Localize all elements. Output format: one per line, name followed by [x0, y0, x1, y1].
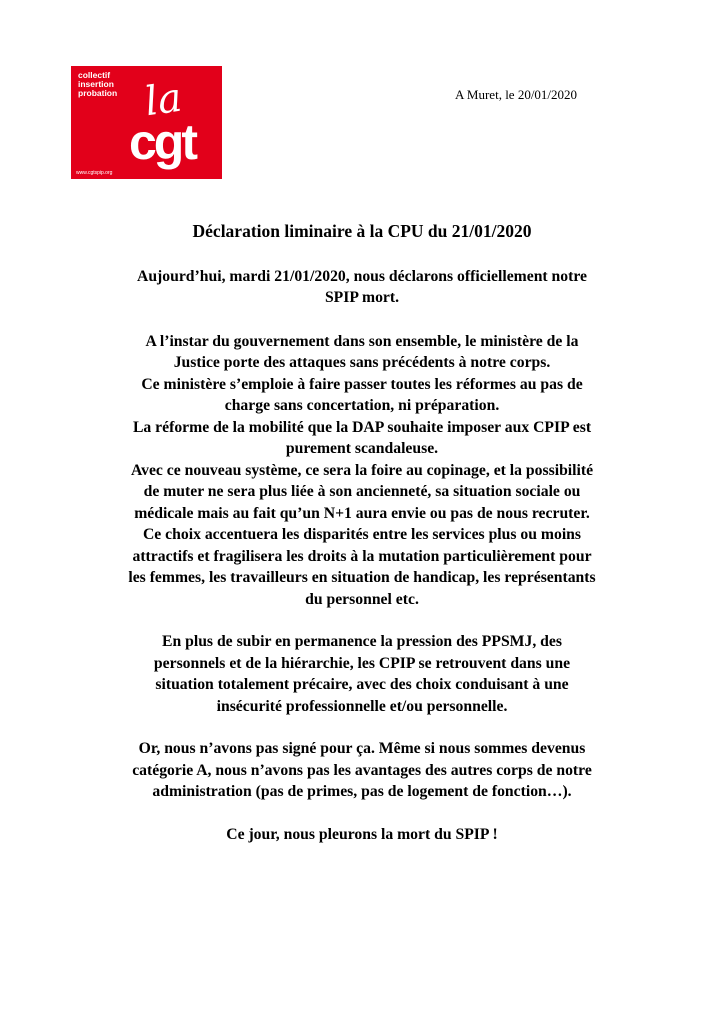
text-line: charge sans concertation, ni préparation. — [224, 397, 500, 414]
text-line: Or, nous n’avons pas signé pour ça. Même si nous sommes devenus — [138, 740, 586, 757]
declaration-body — [60, 221, 664, 866]
text-line: purement scandaleuse. — [285, 440, 439, 457]
text-line: du personnel etc. — [305, 590, 419, 608]
text-line: La réforme de la mobilité que la DAP souhaite imposer aux CPIP est — [132, 418, 592, 436]
text-line: administration (pas de primes, pas de logement de fonction…). — [152, 783, 572, 800]
place-date-line: A Muret, le 20/01/2020 — [455, 87, 578, 102]
text-line: Avec ce nouveau système, ce sera la foire au copinage, et la possibilité — [130, 461, 594, 479]
logo-brand: cgt — [129, 114, 195, 170]
text-line: A l’instar du gouvernement dans son ensemble, le ministère de la — [145, 332, 579, 350]
text-line: personnels et de la hiérarchie, les CPIP se retrouvent dans une — [153, 654, 571, 672]
text-line: situation totalement précaire, avec des choix conduisant à une — [155, 676, 569, 693]
logo-line: probation — [78, 88, 118, 98]
text-line: Ce ministère s’emploie à faire passer toutes les réformes au pas de — [141, 375, 583, 393]
text-line: SPIP mort. — [324, 289, 400, 306]
text-line: attractifs et fragilisera les droits à la mutation particulièrement pour — [132, 547, 592, 565]
logo-script-text: la — [141, 74, 185, 126]
text-line: de muter ne sera plus liée à son ancienneté, sa situation sociale ou — [143, 483, 581, 500]
logo-line: insertion — [78, 79, 114, 89]
text-line: insécurité professionnelle et/ou personnelle. — [216, 697, 508, 715]
cgt-logo — [71, 66, 222, 179]
text-line: les femmes, les travailleurs en situation de handicap, les représentants — [128, 569, 596, 586]
text-line: médicale mais au fait qu’un N+1 aura envie ou pas de nous recruter. — [134, 504, 590, 522]
closing-statement: Ce jour, nous pleurons la mort du SPIP ! — [226, 825, 498, 843]
text-line: Justice porte des attaques sans précédents à notre corps. — [173, 354, 551, 371]
intro-paragraph — [60, 266, 664, 309]
document-title: Déclaration liminaire à la CPU du 21/01/2020 — [192, 221, 532, 241]
text-line: catégorie A, nous n’avons pas les avantages des autres corps de notre — [132, 761, 592, 779]
text-line: En plus de subir en permanence la pression des PPSMJ, des — [162, 633, 562, 650]
text-line: Ce choix accentuera les disparités entre les services plus ou moins — [142, 526, 582, 543]
logo-url: www.cgtspip.org — [76, 170, 113, 176]
logo-collective-name — [78, 71, 117, 98]
logo-line: collectif — [78, 70, 111, 80]
body-paragraph-1 — [60, 331, 664, 611]
text-line: Aujourd’hui, mardi 21/01/2020, nous déclarons officiellement notre — [137, 267, 587, 285]
body-paragraph-2 — [60, 631, 664, 717]
body-paragraph-3 — [60, 738, 664, 803]
